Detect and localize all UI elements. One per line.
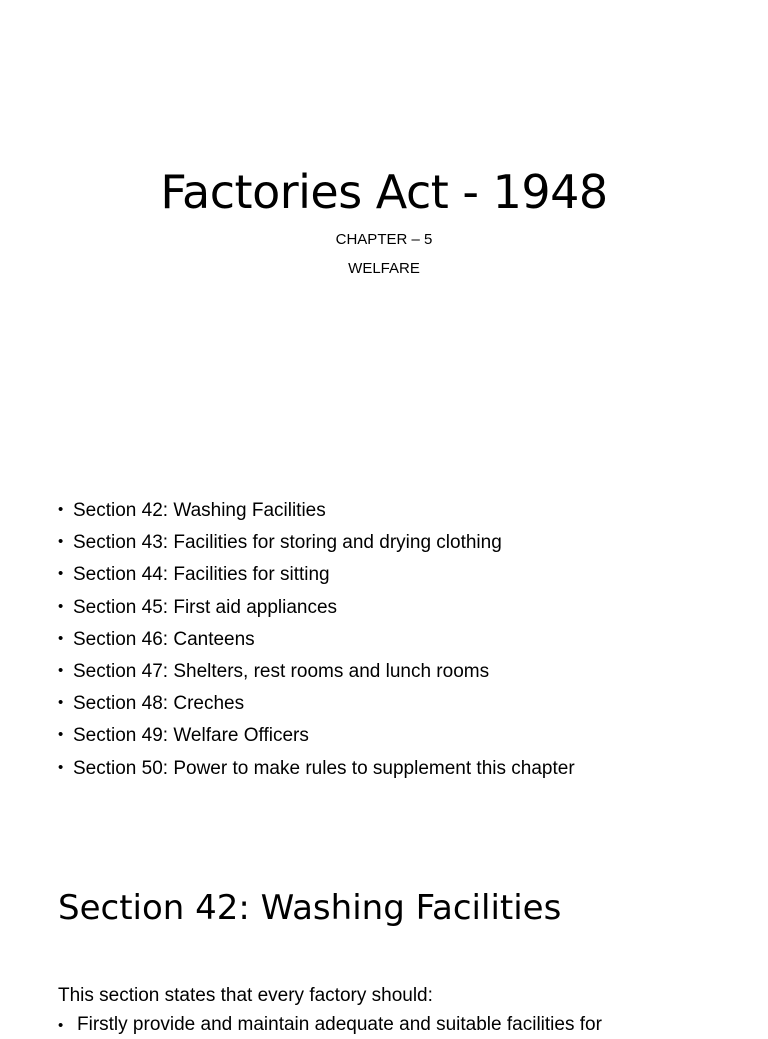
list-item xyxy=(58,657,575,689)
list-item xyxy=(58,625,575,657)
list-item xyxy=(58,689,575,721)
list-item xyxy=(58,1012,602,1039)
bullet-icon: • xyxy=(58,629,64,647)
section-list xyxy=(58,496,575,786)
subject-label: WELFARE xyxy=(348,260,420,277)
bullet-icon: • xyxy=(58,597,64,615)
list-item xyxy=(58,528,575,560)
chapter-label: CHAPTER – 5 xyxy=(335,231,433,248)
list-item-text: Section 50: Power to make rules to supplement this chapter xyxy=(73,757,575,779)
list-item-text: Section 48: Creches xyxy=(73,693,245,715)
list-item-text: Section 42: Washing Facilities xyxy=(73,500,326,521)
list-item xyxy=(58,721,575,753)
bullet-icon: • xyxy=(58,661,64,679)
list-item xyxy=(58,496,575,528)
list-item-text: Section 44: Facilities for sitting xyxy=(73,564,330,586)
list-item-text: Section 49: Welfare Officers xyxy=(73,725,309,747)
list-item-text: Section 45: First aid appliances xyxy=(73,596,338,618)
section-heading: Section 42: Washing Facilities xyxy=(58,888,562,928)
list-item xyxy=(58,754,575,786)
bullet-icon: • xyxy=(58,501,64,518)
bullet-icon: • xyxy=(58,726,64,744)
bullet-icon: • xyxy=(58,533,64,551)
bullet-icon: • xyxy=(58,1017,64,1034)
bullet-icon: • xyxy=(58,758,64,776)
list-item-text: Section 43: Facilities for storing and drying clothing xyxy=(73,532,502,554)
list-item-text: Firstly provide and maintain adequate and suitable facilities for xyxy=(77,1014,602,1035)
list-item-text: Section 46: Canteens xyxy=(73,628,255,650)
bullet-icon: • xyxy=(58,694,64,712)
intro-text: This section states that every factory should: xyxy=(58,985,433,1006)
slide-title: Factories Act - 1948 xyxy=(160,165,608,219)
list-item xyxy=(58,593,575,625)
list-item xyxy=(58,560,575,592)
bullet-icon: • xyxy=(58,565,64,583)
list-item-text: Section 47: Shelters, rest rooms and lunch rooms xyxy=(73,660,490,682)
